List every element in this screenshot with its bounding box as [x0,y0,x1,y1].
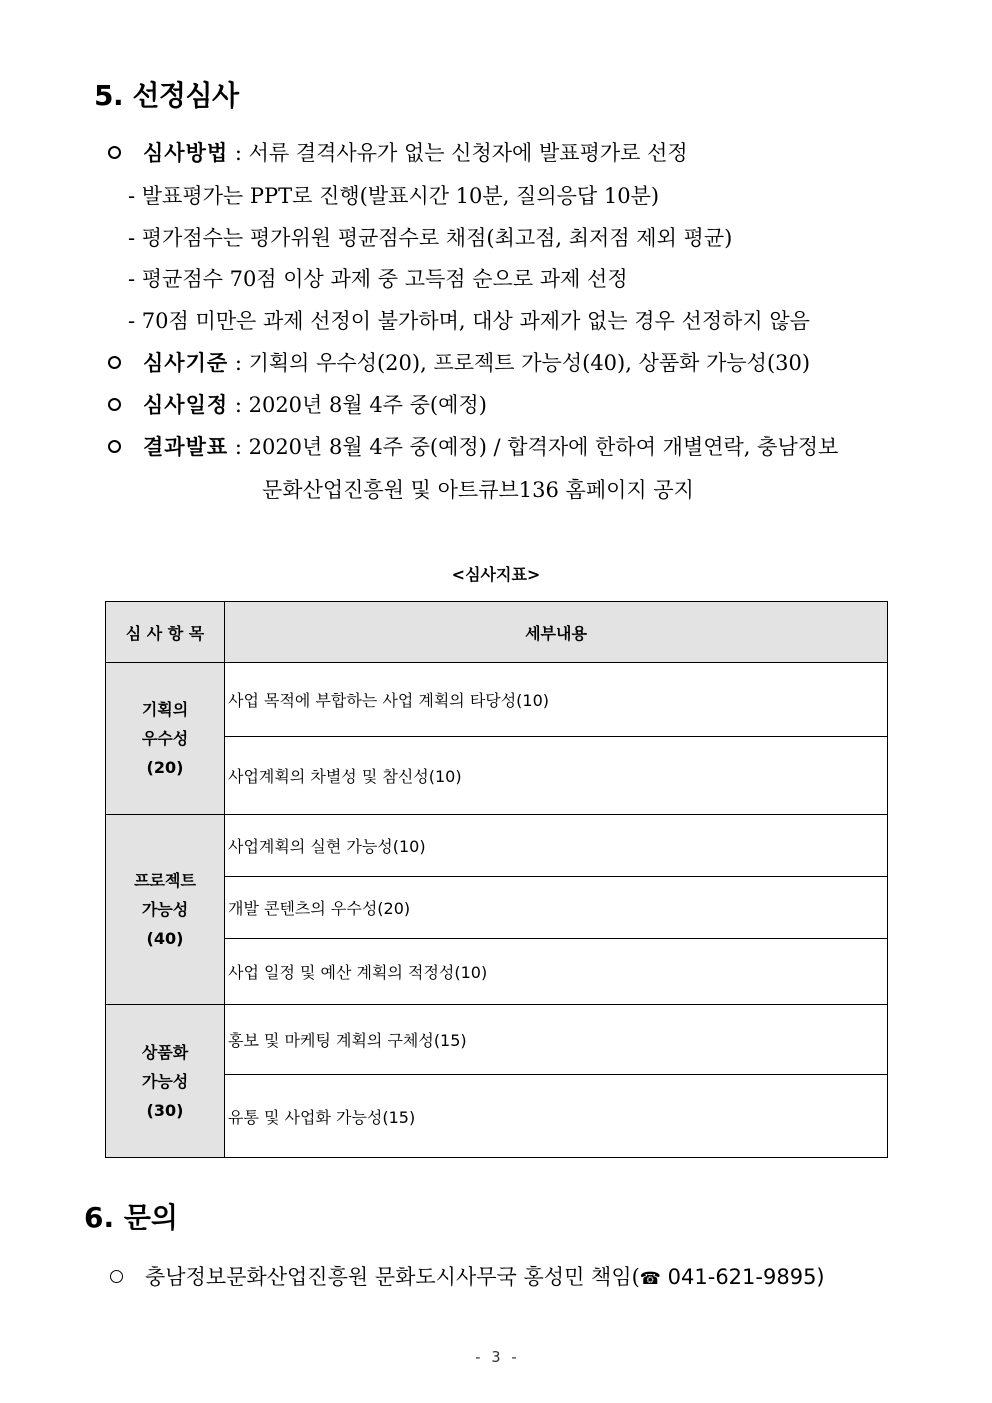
method-text: : 서류 결격사유가 없는 신청자에 발표평가로 선정 [234,141,688,165]
category-score: (30) [146,1100,184,1120]
phone-icon: ☎ [639,1269,661,1289]
circle-bullet-icon [110,1270,123,1283]
table-row [106,1005,888,1075]
detail-cell: 사업 목적에 부합하는 사업 계획의 타당성(10) [225,663,888,737]
schedule-term: 심사일정 [143,392,229,417]
section-6-title: 6. 문의 [84,1201,178,1234]
contact-phone: 041-621-9895) [660,1265,825,1289]
method-line [108,139,688,167]
category-name: 프로젝트 [134,871,196,890]
schedule-line [108,391,487,419]
category-name: 우수성 [141,729,189,748]
circle-bullet-icon [108,440,121,453]
category-name: 가능성 [141,1071,189,1091]
category-score: (20) [146,758,184,777]
category-score: (40) [146,929,184,948]
table-title: <심사지표> [451,565,541,584]
method-sub-2: - 평가점수는 평가위원 평균점수로 채점(최고점, 최저점 제외 평균) [128,226,733,250]
contact-line [110,1263,825,1293]
method-sub-4: - 70점 미만은 과제 선정이 불가하며, 대상 과제가 없는 경우 선정하지 않음 [128,309,810,333]
table-row [106,663,888,737]
evaluation-table [105,601,888,1158]
page-number: - 3 - [473,1348,519,1366]
category-cell [106,815,225,1005]
method-sub-3: - 평균점수 70점 이상 과제 중 고득점 순으로 과제 선정 [128,267,628,291]
category-name: 기획의 [141,700,189,719]
result-text-continued: 문화산업진흥원 및 아트큐브136 홈페이지 공지 [262,478,694,502]
criteria-line [108,349,810,377]
detail-cell: 사업 일정 및 예산 계획의 적정성(10) [225,939,888,1005]
detail-cell: 유통 및 사업화 가능성(15) [225,1075,888,1158]
method-term: 심사방법 [143,140,229,165]
table-header-row [106,602,888,663]
circle-bullet-icon [108,356,121,369]
circle-bullet-icon [108,398,121,411]
criteria-text: : 기획의 우수성(20), 프로젝트 가능성(40), 상품화 가능성(30) [234,351,811,375]
section-5-title: 5. 선정심사 [94,79,239,112]
method-sub-1: - 발표평가는 PPT로 진행(발표시간 10분, 질의응답 10분) [128,184,660,208]
category-name: 가능성 [141,900,189,919]
circle-bullet-icon [108,146,121,159]
detail-cell: 개발 콘텐츠의 우수성(20) [225,877,888,939]
detail-cell: 사업계획의 실현 가능성(10) [225,815,888,877]
contact-text: 충남정보문화산업진흥원 문화도시사무국 홍성민 책임( [145,1265,640,1289]
category-cell [106,1005,225,1158]
category-name: 상품화 [141,1042,189,1062]
table-header-detail: 세부내용 [225,602,888,663]
detail-cell: 사업계획의 차별성 및 참신성(10) [225,737,888,815]
result-term: 결과발표 [143,434,229,459]
table-header-category: 심 사 항 목 [106,602,225,663]
schedule-text: : 2020년 8월 4주 중(예정) [234,393,487,417]
category-cell [106,663,225,815]
result-text: : 2020년 8월 4주 중(예정) / 합격자에 한하여 개별연락, 충남정보 [234,435,839,459]
table-row [106,815,888,877]
result-line [108,433,838,461]
detail-cell: 홍보 및 마케팅 계획의 구체성(15) [225,1005,888,1075]
criteria-term: 심사기준 [143,350,229,375]
